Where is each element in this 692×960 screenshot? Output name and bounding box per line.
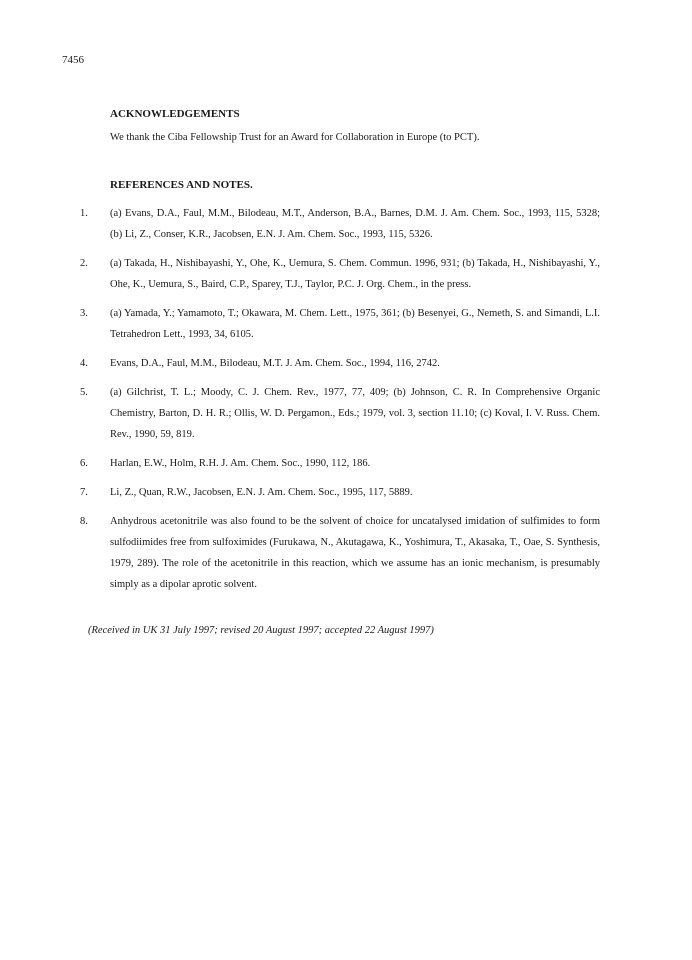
page-content <box>80 104 600 641</box>
reference-number: 8. <box>80 516 88 527</box>
reference-text: Anhydrous acetonitrile was also found to be the solvent of choice for uncatalysed imidation of sulfimides to form sulfodiimides free from sulfoximides (Furukawa, N., Akutagawa, K., Yoshimura, T., Akasaka, T., Oae, S. Synthesis, 1979, 289). The role of the acetonitrile in this reaction, which we assume has an ionic mechanism, is presumably simply as a dipolar aprotic solvent. <box>110 516 600 590</box>
acknowledgements-text: We thank the Ciba Fellowship Trust for an Award for Collaboration in Europe (to PCT). <box>110 132 480 143</box>
reference-item-7 <box>80 482 600 503</box>
reference-number: 5. <box>80 387 88 398</box>
acknowledgements-heading: ACKNOWLEDGEMENTS <box>110 108 240 120</box>
reference-item-8 <box>80 511 600 595</box>
reference-text: (a) Gilchrist, T. L.; Moody, C. J. Chem. Rev., 1977, 77, 409; (b) Johnson, C. R. In Comprehensive Organic Chemistry, Barton, D. H. R.; Ollis, W. D. Pergamon., Eds.; 1979, vol. 3, section 11.10; (c) Koval, I. V. Russ. Chem. Rev., 1990, 59, 819. <box>110 387 600 440</box>
reference-item-5 <box>80 382 600 445</box>
references-heading: REFERENCES AND NOTES. <box>110 179 253 191</box>
reference-text: Evans, D.A., Faul, M.M., Bilodeau, M.T. J. Am. Chem. Soc., 1994, 116, 2742. <box>110 358 440 369</box>
reference-text: Harlan, E.W., Holm, R.H. J. Am. Chem. Soc., 1990, 112, 186. <box>110 458 371 469</box>
reference-item-1 <box>80 203 600 245</box>
reference-number: 6. <box>80 458 88 469</box>
reference-item-6 <box>80 453 600 474</box>
reference-list <box>80 203 600 595</box>
received-dates: (Received in UK 31 July 1997; revised 20 August 1997; accepted 22 August 1997) <box>88 625 434 636</box>
reference-number: 1. <box>80 208 88 219</box>
reference-number: 7. <box>80 487 88 498</box>
reference-text: (a) Yamada, Y.; Yamamoto, T.; Okawara, M. Chem. Lett., 1975, 361; (b) Besenyei, G., Nemeth, S. and Simandi, L.I. Tetrahedron Lett., 1993, 34, 6105. <box>110 308 600 340</box>
reference-number: 2. <box>80 258 88 269</box>
reference-item-3 <box>80 303 600 345</box>
page-number: 7456 <box>62 54 84 66</box>
reference-text: (a) Evans, D.A., Faul, M.M., Bilodeau, M.T., Anderson, B.A., Barnes, D.M. J. Am. Chem. Soc., 1993, 115, 5328; (b) Li, Z., Conser, K.R., Jacobsen, E.N. J. Am. Chem. Soc., 1993, 115, 5326. <box>110 208 600 240</box>
reference-text: Li, Z., Quan, R.W., Jacobsen, E.N. J. Am. Chem. Soc., 1995, 117, 5889. <box>110 487 413 498</box>
reference-item-4 <box>80 353 600 374</box>
reference-number: 4. <box>80 358 88 369</box>
reference-number: 3. <box>80 308 88 319</box>
reference-item-2 <box>80 253 600 295</box>
reference-text: (a) Takada, H., Nishibayashi, Y., Ohe, K., Uemura, S. Chem. Commun. 1996, 931; (b) Takada, H., Nishibayashi, Y., Ohe, K., Uemura, S., Baird, C.P., Sparey, T.J., Taylor, P.C. J. Org. Chem., in the press. <box>110 258 600 290</box>
